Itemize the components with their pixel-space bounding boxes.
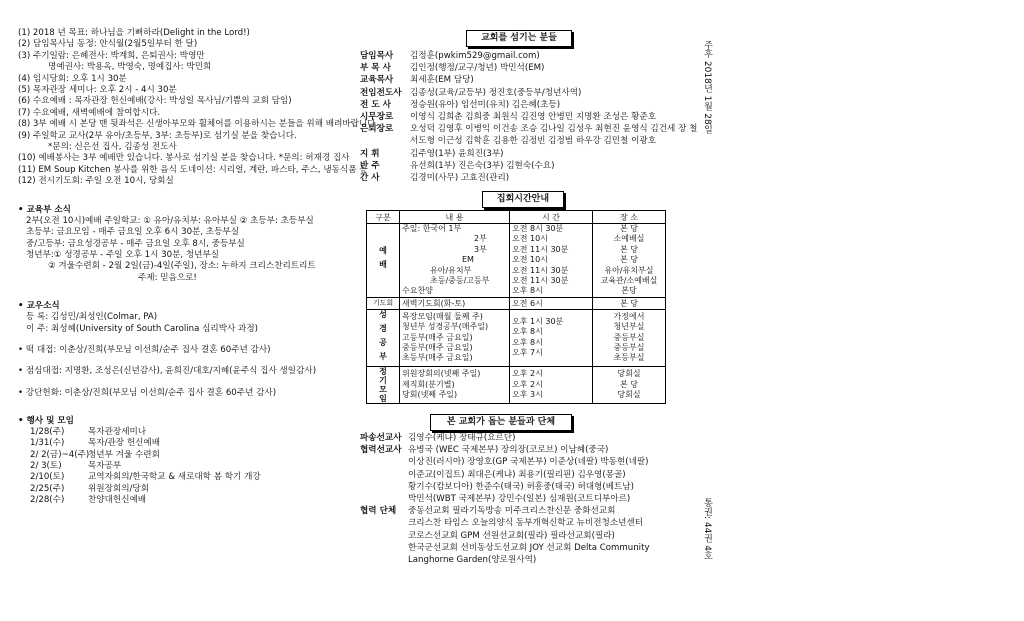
mission-category: [360, 530, 408, 542]
edu-line: 2부(오전 10시)예배 주일학교: ① 유아/유치부: 유아부실 ② 초등부: 초등부실: [26, 215, 314, 226]
edu-line: 중/고등부: 금요성경공부 - 매주 금요일 오후 8시, 중등부실: [26, 238, 245, 249]
event-row: [18, 472, 348, 483]
mission-row: [360, 432, 690, 444]
member-news-item: 이 주: 최성혜(University of South Carolina 심리박사 과정): [26, 323, 259, 334]
event-row: [18, 484, 348, 495]
notice-item: (8) 3부 예배 시 본당 맨 뒷좌석은 신생아부모와 휠체어를 이용하시는 분들을 위해 배려바랍니다.: [18, 119, 379, 130]
servant-row: [360, 160, 700, 172]
event-date: 2/10(토): [30, 472, 65, 483]
event-row: [18, 427, 348, 438]
meeting-place: [593, 366, 666, 403]
edu-line: ② 겨울수련회 - 2월 2일(금)-4일(주일), 장소: 누하지 크리스찬리트리트: [48, 261, 316, 272]
event-date: 2/ 3(토): [30, 461, 62, 472]
worship-time-line: 오전 11시 30분: [512, 244, 569, 254]
event-desc: 청년부 겨울 수련회: [88, 449, 160, 460]
mission-category: 협력 단체: [360, 506, 397, 517]
bible-time-line: 오후 1시 30분: [512, 317, 564, 327]
bible-content-line: 고등부(매주 금요일): [402, 332, 473, 342]
lunch-serving: • 점심대접: 지명환, 조성은(신년감사), 윤희진/대호/지혜(윤주식 집사 생일감사): [18, 366, 317, 377]
table-row: [367, 309, 666, 366]
mission-row: [360, 493, 690, 505]
servant-row: [360, 62, 700, 74]
meeting-time-line: 오후 2시: [512, 379, 543, 389]
notice-item: (7) 수요예배, 새벽예배에 참여합시다.: [18, 107, 161, 118]
event-date: 2/ 2(금)~4(주): [30, 449, 90, 460]
worship-time-line: 오전 10시: [512, 234, 548, 244]
event-row: [18, 461, 348, 472]
schedule-table: [366, 210, 666, 404]
event-desc: 위원장회의/당회: [88, 483, 150, 494]
edu-line: 주제: 믿음으로!: [138, 272, 197, 283]
mission-category: 파송선교사: [360, 433, 402, 443]
servant-names: 이영식 김희춘 김희중 최원식 김진영 안병민 지명환 조성은 황준호: [410, 112, 656, 123]
servants-list: [360, 50, 700, 184]
servant-row: [360, 123, 700, 135]
servant-row: [360, 135, 700, 147]
worship-place-line: 본 당: [620, 224, 638, 233]
servant-row: [360, 148, 700, 160]
bulletin-volume: 통권: 44권 4호: [702, 498, 712, 560]
meeting-time-line: 오후 3시: [512, 390, 543, 400]
worship-content-line: 주일: 한국어 1부: [402, 224, 462, 233]
prayer-place: 본 당: [593, 297, 666, 309]
servant-row: [360, 111, 700, 123]
bible-content-line: 목장모임(매월 둘째 주): [402, 311, 483, 321]
servants-title: 교회를 섬기는 분들: [466, 30, 572, 47]
edu-line: 초등부: 금요모임 - 매주 금요일 오후 6시 30분, 초등부실: [26, 227, 240, 238]
event-desc: 목자공부: [88, 461, 122, 472]
mission-row: [360, 517, 690, 529]
event-desc: 목자관장세미나: [88, 427, 147, 438]
servant-row: [360, 87, 700, 99]
servant-names: 김경미(사무) 고효진(관리): [410, 173, 510, 184]
bible-content-line: 청년부 성경공부(매주일): [402, 322, 489, 332]
worship-content-line: 수요찬양: [402, 286, 433, 296]
member-news-title: • 교우소식: [18, 301, 60, 312]
worship-content-line: EM: [462, 255, 474, 265]
worship-content-line: 2부: [474, 234, 487, 244]
notice-item: *문의: 신은선 집사, 김종성 전도사: [48, 142, 177, 153]
bible-place-line: 중등부실: [613, 343, 645, 353]
meeting-place-line: 당회실: [617, 369, 641, 379]
servant-role: 전임전도사: [360, 87, 402, 98]
table-header: 내 용: [400, 211, 510, 224]
mission-row: [360, 469, 690, 481]
event-row: [18, 495, 348, 506]
altar-flowers: • 강단헌화: 이춘상/진희(부모님 이선희/순주 집사 결혼 60주년 감사): [18, 387, 277, 398]
meeting-label: 정기모임: [367, 366, 400, 403]
servant-names: 김주영(1부) 윤희진(3부): [410, 148, 504, 159]
worship-place-line: 본 당: [620, 255, 638, 265]
bulletin-date: 주후 2018년 1월 28일: [702, 40, 712, 134]
event-desc: 목자/관장 헌신예배: [88, 438, 161, 449]
mission-names: 김영수(케냐) 장태규(요르단): [408, 433, 516, 443]
mission-category: [360, 481, 408, 493]
notice-item: (1) 2018 년 목표: 하나님을 기뻐하라(Delight in the Lord!): [18, 28, 250, 38]
mission-names: 코로스선교회 GPM 선원선교회(필라) 필라선교회(필라): [408, 530, 615, 541]
mission-names: 이상진(러시아) 장영호(GP 국제본부) 이준상(네팔) 박동현(네팔): [408, 457, 649, 468]
servant-names: 정승원(유아) 임선미(유치) 김은혜(초등): [410, 99, 561, 110]
event-date: 2/28(수): [30, 494, 65, 505]
servant-names: 김인정(행정/교구/청년) 박민석(EM): [410, 63, 545, 74]
worship-time: [510, 224, 593, 298]
worship-time-line: 오전 8시 30분: [512, 224, 564, 233]
servant-row: [360, 74, 700, 86]
servant-role: 반 주: [360, 160, 380, 171]
worship-time-line: 오전 10시: [512, 255, 548, 265]
table-row: [367, 297, 666, 309]
schedule-title: 집회시간안내: [482, 191, 564, 208]
worship-place-line: 유아/유치부실: [604, 265, 654, 275]
servant-role: 부 목 사: [360, 63, 391, 74]
worship-time-line: 오후 8시: [512, 286, 543, 296]
worship-time-line: 오전 11시 30분: [512, 276, 569, 286]
meeting-place-line: 본 당: [620, 379, 638, 389]
servant-role: 지 휘: [360, 148, 380, 159]
meeting-content: [400, 366, 510, 403]
worship-content-line: 초등/중등/고등부: [430, 276, 490, 286]
bible-place-line: 가정에서: [613, 311, 645, 321]
meeting-time-line: 오후 2시: [512, 369, 543, 379]
prayer-label: 기도회: [367, 297, 400, 309]
mission-names: 박민석(WBT 국제본부) 강민수(일본) 심재원(코트디부아르): [408, 494, 631, 505]
events-title: • 행사 및 모임: [18, 416, 74, 427]
servant-names: 오성덕 김영후 이병익 이건송 조승 김나일 김성우 최현진 윤영식 김건세 장 철: [410, 124, 698, 135]
worship-place-line: 소예배실: [613, 234, 645, 244]
event-date: 1/31(수): [30, 438, 65, 449]
servant-names: 최세훈(EM 담당): [410, 75, 474, 86]
member-news: [18, 312, 348, 335]
notice-item: (6) 수요예배 : 목자관장 헌신예배(강사: 박성일 목사님/기쁨의 교회 담임): [18, 96, 292, 107]
bible-place-line: 중등부실: [613, 332, 645, 342]
event-row: [18, 438, 348, 449]
bible-time: [510, 309, 593, 366]
event-desc: 찬양대헌신예배: [88, 494, 147, 505]
bible-time-line: 오후 8시: [512, 337, 543, 347]
bible-content-line: 초등부(매주 금요일): [402, 353, 473, 363]
bible-content: [400, 309, 510, 366]
bible-time-line: 오후 7시: [512, 348, 543, 358]
servant-row: [360, 50, 700, 62]
notice-item: (11) EM Soup Kitchen 봉사를 위한 음식 도네이션: 시리얼, 계란, 파스타, 주스, 냉동식품 등: [18, 164, 368, 175]
notice-item: (12) 전시기도회: 주일 오전 10시, 당회실: [18, 176, 174, 187]
servant-role: [360, 135, 410, 147]
table-row: [367, 224, 666, 298]
rice-cake-serving: • 떡 대접: 이춘상/진희(부모님 이선희/순주 집사 결혼 60주년 감사): [18, 344, 271, 355]
table-row: [367, 366, 666, 403]
mission-names: 황기수(캄보디아) 한준수(태국) 허흥중(태국) 허대형(베트남): [408, 481, 634, 492]
event-desc: 교역자회의/한국학교 & 새로대학 봄 학기 개강: [88, 472, 261, 483]
edu-title: • 교육부 소식: [18, 204, 71, 215]
meeting-content-line: 제직회(분기별): [402, 379, 455, 389]
prayer-content: 새벽기도회(화-토): [400, 297, 510, 309]
meeting-content-line: 위원장회의(넷째 주일): [402, 369, 481, 379]
servant-names: 김정훈(pwkim529@gmail.com): [410, 51, 540, 61]
notice-item: (9) 주일학교 교사(2부 유아/초등부, 3부: 초등부)로 섬기실 분을 찾습니다.: [18, 130, 297, 141]
mission-category: [360, 469, 408, 481]
member-news-item: 등 록: 김성민/최성인(Colmar, PA): [26, 312, 158, 323]
mission-category: [360, 554, 408, 566]
bible-place-line: 초등부실: [613, 353, 645, 363]
servant-role: 담임목사: [360, 51, 394, 61]
mission-names: 크리스찬 타임스 오늘의양식 동부개혁신학교 뉴비전청소년센터: [408, 518, 644, 529]
table-header: 시 간: [510, 211, 593, 224]
mission-names: 이준교(이집트) 최대은(케냐) 최용기(필리핀) 김우영(몽골): [408, 469, 626, 480]
servant-names: 유선희(1부) 진은숙(3부) 김현숙(수요): [410, 160, 555, 171]
mission-category: [360, 542, 408, 554]
servant-row: [360, 99, 700, 111]
servant-row: [360, 172, 700, 184]
events-list: [18, 427, 348, 506]
table-header: 구분: [367, 211, 400, 224]
worship-place-line: 본 당: [620, 244, 638, 254]
mission-row: [360, 530, 690, 542]
prayer-time: 오전 6시: [510, 297, 593, 309]
meeting-content-line: 당회(넷째 주일): [402, 390, 458, 400]
mission-category: [360, 493, 408, 505]
notice-item: 명예권사: 박용옥, 박영숙, 명예집사: 박민희: [48, 62, 212, 73]
notice-item: (2) 담임목사님 동정: 안식월(2월5일부터 한 달): [18, 39, 198, 50]
meeting-time: [510, 366, 593, 403]
notice-item: (10) 예배봉사는 3부 예배만 있습니다. 봉사로 섬기실 분을 찾습니다. *문의: 허재경 집사: [18, 153, 350, 164]
mission-row: [360, 444, 690, 456]
worship-place-line: 교육관/소예배실: [600, 276, 658, 286]
mission-row: [360, 456, 690, 468]
worship-place-line: 본당: [621, 286, 637, 296]
meeting-place-line: 당회실: [617, 390, 641, 400]
worship-place: [593, 224, 666, 298]
missions-list: [360, 432, 690, 566]
notice-item: (5) 목자관장 세미나: 오후 2시 - 4시 30분: [18, 85, 177, 96]
worship-time-line: 오전 11시 30분: [512, 265, 569, 275]
servant-names: 김종성(교육/교등부) 정진호(중등부/청년사역): [410, 87, 582, 98]
notice-item: (4) 임시당회: 오후 1시 30분: [18, 73, 127, 84]
edu-line: 청년부:① 성경공부 - 주일 오후 1시 30분, 청년부실: [26, 249, 220, 260]
table-header: 장 소: [593, 211, 666, 224]
bible-time-line: 오후 8시: [512, 327, 543, 337]
event-row: [18, 450, 348, 461]
bible-place: [593, 309, 666, 366]
mission-category: [360, 517, 408, 529]
event-date: 2/25(주): [30, 483, 65, 494]
servant-role: 간 사: [360, 173, 380, 184]
event-date: 1/28(주): [30, 427, 65, 438]
bible-label: 성경공부: [367, 309, 400, 366]
mission-row: [360, 542, 690, 554]
mission-row: [360, 481, 690, 493]
mission-row: [360, 554, 690, 566]
mission-names: 중동선교회 필라기독방송 미주크리스찬신문 중화선교회: [408, 506, 616, 517]
mission-names: 유병국 (WEC 국제본부) 장의장(코로브) 이남혜(중국): [408, 445, 609, 456]
mission-row: [360, 505, 690, 517]
bible-content-line: 중등부(매주 금요일): [402, 343, 473, 353]
bible-place-line: 청년부실: [613, 322, 645, 332]
worship-content-line: 3부: [474, 244, 487, 254]
worship-label: 예배: [367, 224, 400, 298]
servant-role: 전 도 사: [360, 99, 391, 110]
table-header-row: [367, 211, 666, 224]
mission-category: 협력선교사: [360, 445, 402, 456]
notice-item: (3) 주기일람: 은혜전사: 박계희, 은퇴권사: 박영만: [18, 50, 205, 61]
edu-lines: [18, 216, 348, 284]
worship-content: [400, 224, 510, 298]
servant-names: 서도형 이근성 김학훈 김용한 김정빈 김정범 하우강 김민철 이광호: [410, 136, 656, 147]
mission-names: 한국군선교회 선비동상도선교회 JOY 선교회 Delta Community: [408, 542, 650, 553]
servant-role: 은퇴장로: [360, 124, 394, 135]
worship-content-line: 유아/유치부: [430, 265, 472, 275]
mission-category: [360, 456, 408, 468]
servant-role: 시무장로: [360, 112, 394, 123]
servant-role: 교육목사: [360, 75, 394, 86]
missions-title: 본 교회가 돕는 분들과 단체: [430, 414, 572, 431]
mission-names: Langhorne Garden(양로원사역): [408, 555, 537, 566]
